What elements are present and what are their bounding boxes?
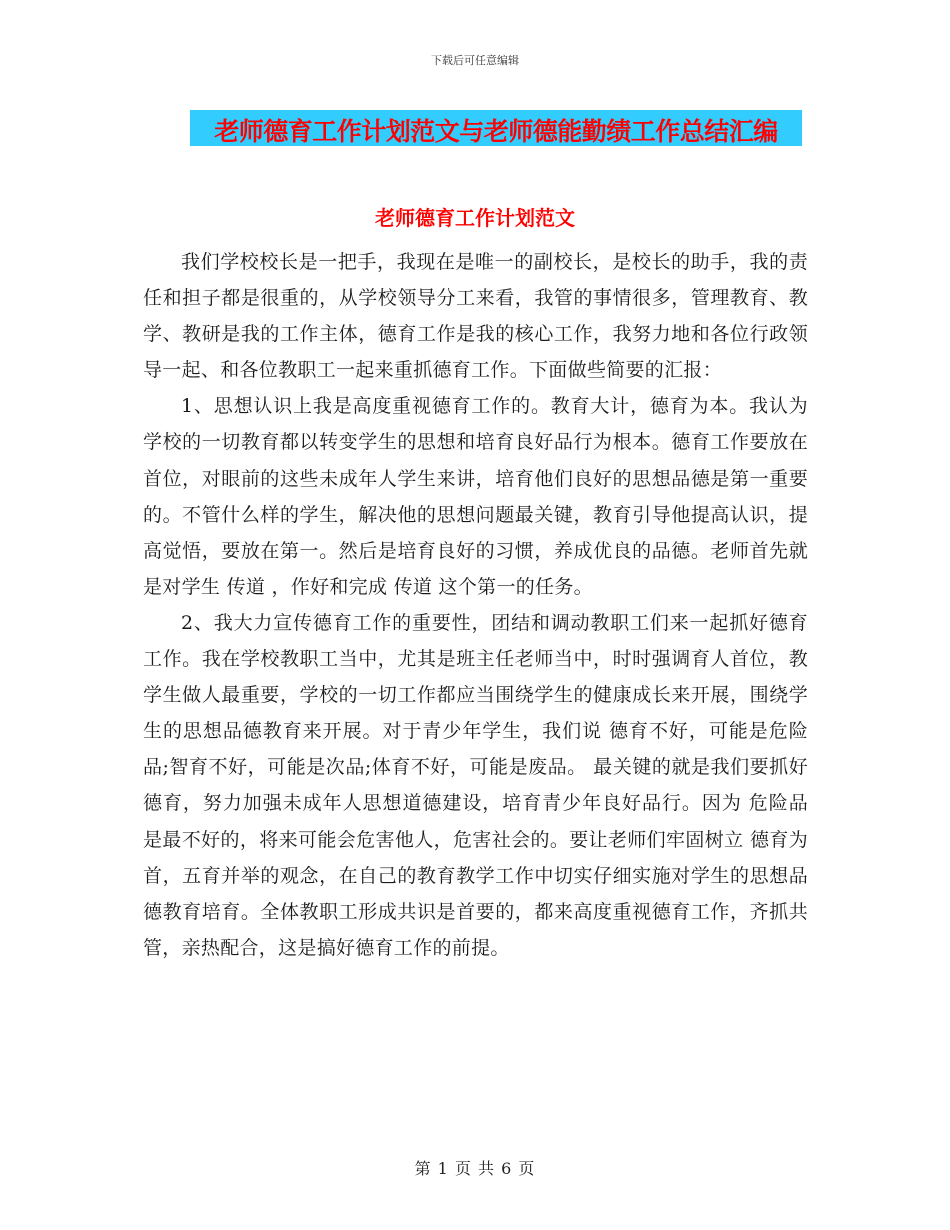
document-title: 老师德育工作计划范文与老师德能勤绩工作总结汇编: [214, 117, 778, 146]
section-title: 老师德育工作计划范文: [375, 206, 575, 230]
paragraph-point-2: 2、我大力宣传德育工作的重要性，团结和调动教职工们来一起抓好德育工作。我在学校教职工当中，尤其是班主任老师当中，时时强调育人首位，教学生做人最重要，学校的一切工作都应当围绕学生的健康成长来开展，围绕学生的思想品德教育来开展。对于青少年学生，我们说 德育不好，可能是危险品;智育不好，可能是次品;体育不好，可能是废品。 最关键的就是我们要抓好德育，努力加强未成年人思想道德建设，培育青少年良好品行。因为 危险品 是最不好的，将来可能会危害他人，危害社会的。要让老师们牢固树立 德育为首，五育并举的观念，在自己的教育教学工作中切实仔细实施对学生的思想品德教育培育。全体教职工形成共识是首要的，都来高度重视德育工作，齐抓共管，亲热配合，这是搞好德育工作的前提。: [143, 611, 808, 959]
paragraph-point-1: 1、思想认识上我是高度重视德育工作的。教育大计，德育为本。我认为学校的一切教育都以转变学生的思想和培育良好品行为根本。德育工作要放在首位，对眼前的这些未成年人学生来讲，培育他们良好的思想品德是第一重要的。不管什么样的学生，解决他的思想问题最关键，教育引导他提高认识，提高觉悟，要放在第一。然后是培育良好的习惯，养成优良的品德。老师首先就是对学生 传道 ，作好和完成 传道 这个第一的任务。: [143, 395, 808, 598]
page-number: 第 1 页 共 6 页: [414, 1159, 536, 1178]
paragraph-intro: 我们学校校长是一把手，我现在是唯一的副校长，是校长的助手，我的责任和担子都是很重的，从学校领导分工来看，我管的事情很多，管理教育、教学、教研是我的工作主体，德育工作是我的核心工作，我努力地和各位行政领导一起、和各位教职工一起来重抓德育工作。下面做些简要的汇报：: [143, 251, 808, 382]
document-body: [143, 244, 808, 966]
page-header-note: 下载后可任意编辑: [431, 54, 519, 67]
